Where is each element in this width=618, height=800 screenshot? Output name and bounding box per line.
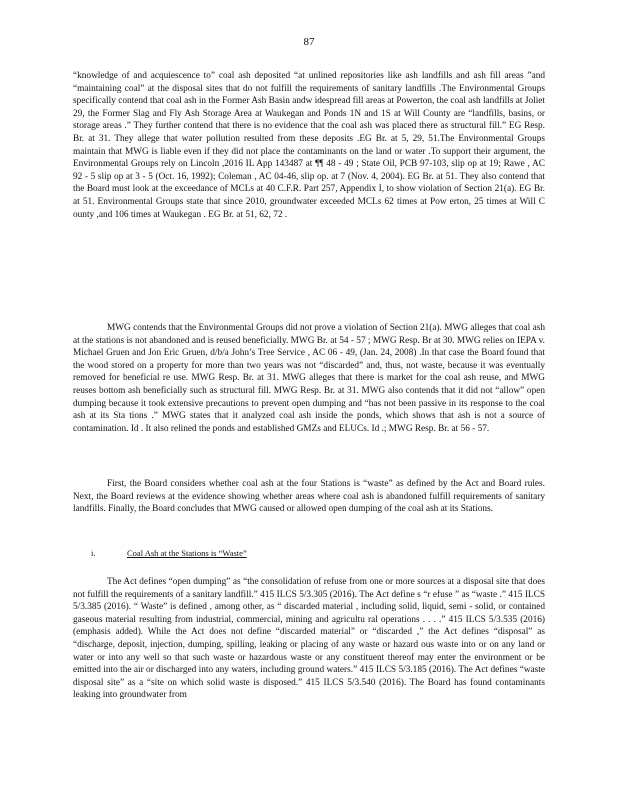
- paragraph-mwg-contentions: MWG contends that the Environmental Groups did not prove a violation of Section 21(a). MWG alleges that coal ash at the stations is not abandoned and is reused beneficially. MWG Br. at 54 - 57 ; MWG Resp. Br at 30. MWG relies on IEPA v. Michael Gruen and Jon Eric Gruen, d/b/a John’s Tree Service , AC 06 - 49, (Jan. 24, 2008) .In that case the Board found that the wood stored on a property for more than two years was not “discarded” and, thus, not waste, because it was eventually removed for beneficial re use. MWG Resp. Br. at 31. MWG alleges that there is market for the coal ash reuse, and MWG reuses bottom ash beneficially such as structural fill. MWG Resp. Br. at 31. MWG also contends that it did not “allow” open dumping because it took extensive precautions to prevent open dumping and “has not been passive in its response to the coal ash at its Sta tions .” MWG states that it analyzed coal ash inside the ponds, which shows that ash is not a source of contamination. Id . It also relined the ponds and established GMZs and ELUCs. Id .; MWG Resp. Br. at 56 - 57.: [73, 323, 545, 434]
- paragraph-open-dumping-definition: The Act defines “open dumping” as “the consolidation of refuse from one or more sources at a disposal site that does not fulfill the requirements of a sanitary landfill.” 415 ILCS 5/3.305 (2016). The Act define s “r efuse ” as “waste .” 415 ILCS 5/3.385 (2016). “ Waste” is defined , among other, as “ discarded material , including solid, liquid, semi - solid, or contained gaseous material resulting from industrial, commercial, mining and agricultu ral operations . . . .” 415 ILCS 5/3.535 (2016) (emphasis added). While the Act does not define “discarded material” or “discarded ,” the Act defines “disposal” as “discharge, deposit, injection, dumping, spilling, leaking or placing of any waste or hazard ous waste into or on any land or water or into any well so that such waste or hazardous waste or any constituent thereof may enter the environment or be emitted into the air or discharged into any waters, including ground waters.” 415 ILCS 5/3.185 (2016). The Act defines “waste disposal site” as a “site on which solid waste is disposed.” 415 ILCS 5/3.540 (2016). The Board has found contaminants leaking into groundwater from: [73, 577, 545, 701]
- section-number: i.: [91, 548, 96, 558]
- section-title: Coal Ash at the Stations is “Waste”: [127, 548, 247, 558]
- paragraph-eg-arguments: “knowledge of and acquiescence to” coal ash deposited “at unlined repositories like ash landfills and ash fill areas ”and “maintaining coal” at the disposal sites that do not fulfill the requirements of sanitary landfills .The Environmental Groups specifically contend that coal ash in the Former Ash Basin andw idespread fill areas at Powerton, the coal ash landfills at Joliet 29, the Former Slag and Fly Ash Storage Area at Waukegan and Ponds 1N and 1S at Will County are “landfills, basins, or storage areas .” They further contend that there is no evidence that the coal ash was placed there as structural fill.” EG Resp. Br. at 31. They allege that water pollution resulted from these deposits .EG Br. at 5, 29, 51.The Environmental Groups maintain that MWG is liable even if they did not place the contaminants on the land or water .To support their argument, the Environmental Groups rely on Lincoln ,2016 IL App 143487 at ¶¶ 48 - 49 ; State Oil, PCB 97-103, slip op at 19; Rawe , AC 92 - 5 slip op at 3 - 5 (Oct. 16, 1992); Coleman , AC 04-46, slip op. at 7 (Nov. 4, 2004). EG Br. at 51. They also contend that the Board must look at the exceedance of MCLs at 40 C.F.R. Part 257, Appendix I, to show violation of Section 21(a). EG Br. at 51. Environmental Groups state that since 2010, groundwater exceeded MCLs 62 times at Pow erton, 25 times at Will C ounty ,and 106 times at Waukegan . EG Br. at 51, 62, 72 .: [73, 71, 545, 220]
- paragraph-board-approach: First, the Board considers whether coal ash at the four Stations is “waste” as defined by the Act and Board rules. Next, the Board reviews at the evidence showing whether areas where coal ash is abandoned fulfill requirements of sanitary landfills. Finally, the Board concludes that MWG caused or allowed open dumping of the coal ash at its Stations.: [73, 479, 545, 515]
- page-number: 87: [303, 36, 315, 48]
- section-heading: [91, 548, 247, 558]
